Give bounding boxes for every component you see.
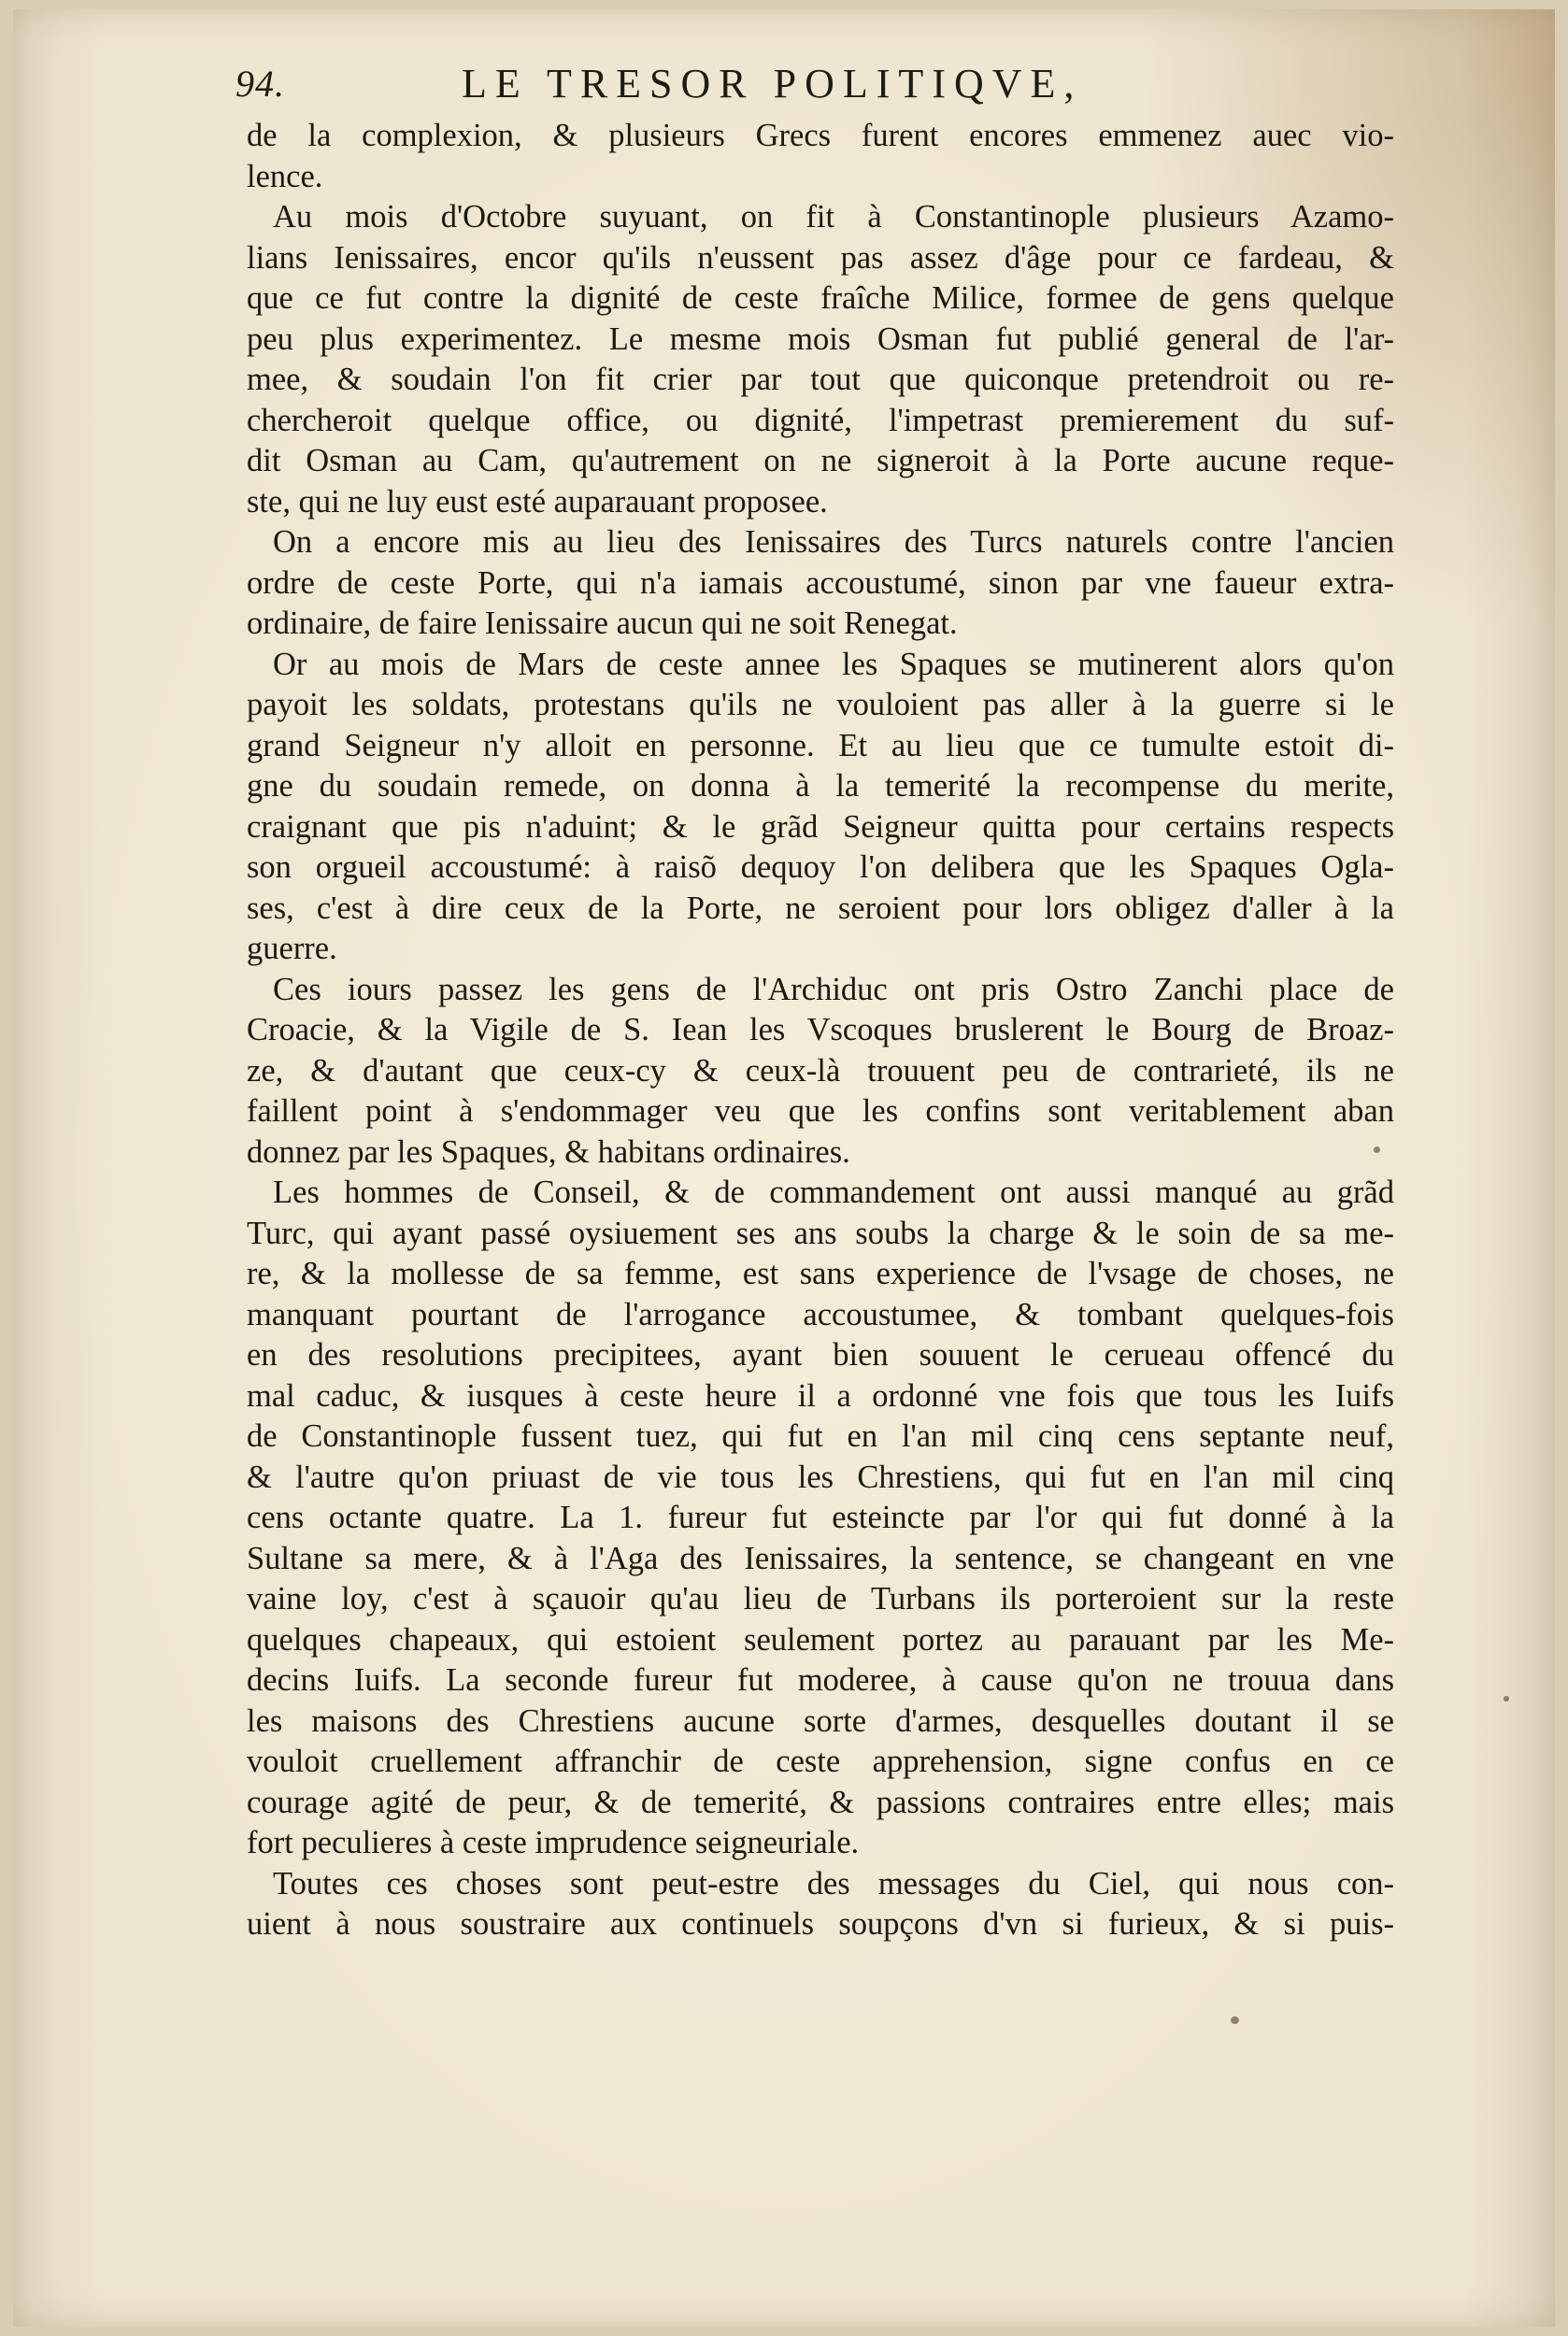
text-line: en des resolutions precipitees, ayant bien souuent le cerueau offencé du: [247, 1337, 1394, 1373]
running-title: LE TRESOR POLITIQVE,: [462, 61, 1083, 107]
text-line: courage agité de peur, & de temerité, & passions contraires entre elles; mais: [247, 1784, 1394, 1820]
text-line: manquant pourtant de l'arrogance accoustumee, & tombant quelques-fois: [247, 1296, 1394, 1332]
text-line: lians Ienissaires, encor qu'ils n'eussent pas assez d'âge pour ce fardeau, &: [247, 239, 1394, 276]
text-line: mal caduc, & iusques à ceste heure il a ordonné vne fois que tous les Iuifs: [247, 1377, 1394, 1414]
text-line: de Constantinople fussent tuez, qui fut en l'an mil cinq cens septante neuf,: [247, 1418, 1394, 1454]
text-line: ordre de ceste Porte, qui n'a iamais accoustumé, sinon par vne faueur extra-: [247, 564, 1394, 601]
ink-speck: [1231, 2016, 1239, 2024]
text-line: guerre.: [247, 931, 337, 966]
text-line: gne du soudain remede, on donna à la temerité la recompense du merite,: [247, 768, 1394, 804]
text-line: quelques chapeaux, qui estoient seulement portez au parauant par les Me-: [247, 1621, 1394, 1658]
text-line: Croacie, & la Vigile de S. Iean les Vscoques bruslerent le Bourg de Broaz-: [247, 1012, 1394, 1047]
page-header: [228, 54, 1405, 120]
text-line: grand Seigneur n'y alloit en personne. Et au lieu que ce tumulte estoit di-: [247, 727, 1394, 763]
text-line: uient à nous soustraire aux continuels soupçons d'vn si furieux, & si puis-: [247, 1906, 1394, 1942]
text-line: Turc, qui ayant passé oysiuement ses ans soubs la charge & le soin de sa me-: [247, 1215, 1394, 1251]
text-line: de la complexion, & plusieurs Grecs furent encores emmenez auec vio-: [247, 118, 1394, 153]
ink-speck: [1504, 1696, 1509, 1702]
text-line: payoit les soldats, protestans qu'ils ne vouloient pas aller à la guerre si le: [247, 687, 1394, 722]
text-line: ste, qui ne luy eust esté auparauant proposee.: [247, 483, 828, 520]
text-line: les maisons des Chrestiens aucune sorte d'armes, desquelles doutant il se: [247, 1702, 1394, 1739]
text-line: vouloit cruellement affranchir de ceste apprehension, signe confus en ce: [247, 1744, 1394, 1779]
text-line: mee, & soudain l'on fit crier par tout que quiconque pretendroit ou re-: [247, 362, 1394, 397]
text-line: son orgueil accoustumé: à raisõ dequoy l'on delibera que les Spaques Ogla-: [247, 849, 1394, 885]
paragraph-start-line: Or au mois de Mars de ceste annee les Spaques se mutinerent alors qu'on: [273, 646, 1394, 682]
paragraph-start-line: Toutes ces choses sont peut-estre des messages du Ciel, qui nous con-: [273, 1865, 1394, 1902]
ink-speck: [1374, 1147, 1380, 1153]
paragraph-start-line: Les hommes de Conseil, & de commandement ont aussi manqué au grãd: [273, 1175, 1394, 1210]
text-line: faillent point à s'endommager veu que les confins sont veritablement aban: [247, 1093, 1394, 1129]
text-line: craignant que pis n'aduint; & le grãd Seigneur quitta pour certains respects: [247, 808, 1394, 845]
text-line: fort peculieres à ceste imprudence seigneuriale.: [247, 1825, 860, 1860]
page-number: 94.: [235, 63, 285, 105]
text-line: vaine loy, c'est à sçauoir qu'au lieu de Turbans ils porteroient sur la reste: [247, 1581, 1394, 1617]
text-line: ses, c'est à dire ceux de la Porte, ne seroient pour lors obligez d'aller à la: [247, 890, 1394, 926]
text-line: ze, & d'autant que ceux-cy & ceux-là trouuent peu de contrarieté, ils ne: [247, 1052, 1394, 1089]
text-line: ordinaire, de faire Ienissaire aucun qui ne soit Renegat.: [247, 605, 958, 641]
text-line: peu plus experimentez. Le mesme mois Osman fut publié general de l'ar-: [247, 320, 1394, 357]
book-page: [13, 9, 1555, 2327]
text-line: Sultane sa mere, & à l'Aga des Ienissaires, la sentence, se changeant en vne: [247, 1540, 1394, 1576]
text-line: dit Osman au Cam, qu'autrement on ne signeroit à la Porte aucune reque-: [247, 443, 1394, 478]
paragraph-start-line: Au mois d'Octobre suyuant, on fit à Constantinople plusieurs Azamo-: [273, 199, 1394, 235]
text-line: decins Iuifs. La seconde fureur fut moderee, à cause qu'on ne trouua dans: [247, 1662, 1394, 1698]
text-line: cens octante quatre. La 1. fureur fut esteincte par l'or qui fut donné à la: [247, 1500, 1394, 1535]
body-text: [247, 116, 1394, 1945]
text-line: chercheroit quelque office, ou dignité, l'impetrast premierement du suf-: [247, 402, 1394, 438]
text-line: donnez par les Spaques, & habitans ordinaires.: [247, 1133, 850, 1170]
paragraph-start-line: On a encore mis au lieu des Ienissaires des Turcs naturels contre l'ancien: [273, 524, 1394, 560]
text-line: & l'autre qu'on priuast de vie tous les Chrestiens, qui fut en l'an mil cinq: [247, 1459, 1394, 1495]
text-line: que ce fut contre la dignité de ceste fraîche Milice, formee de gens quelque: [247, 280, 1394, 316]
text-line: lence.: [247, 158, 323, 194]
text-line: re, & la mollesse de sa femme, est sans experience de l'vsage de choses, ne: [247, 1256, 1394, 1291]
paragraph-start-line: Ces iours passez les gens de l'Archiduc ont pris Ostro Zanchi place de: [273, 971, 1394, 1007]
